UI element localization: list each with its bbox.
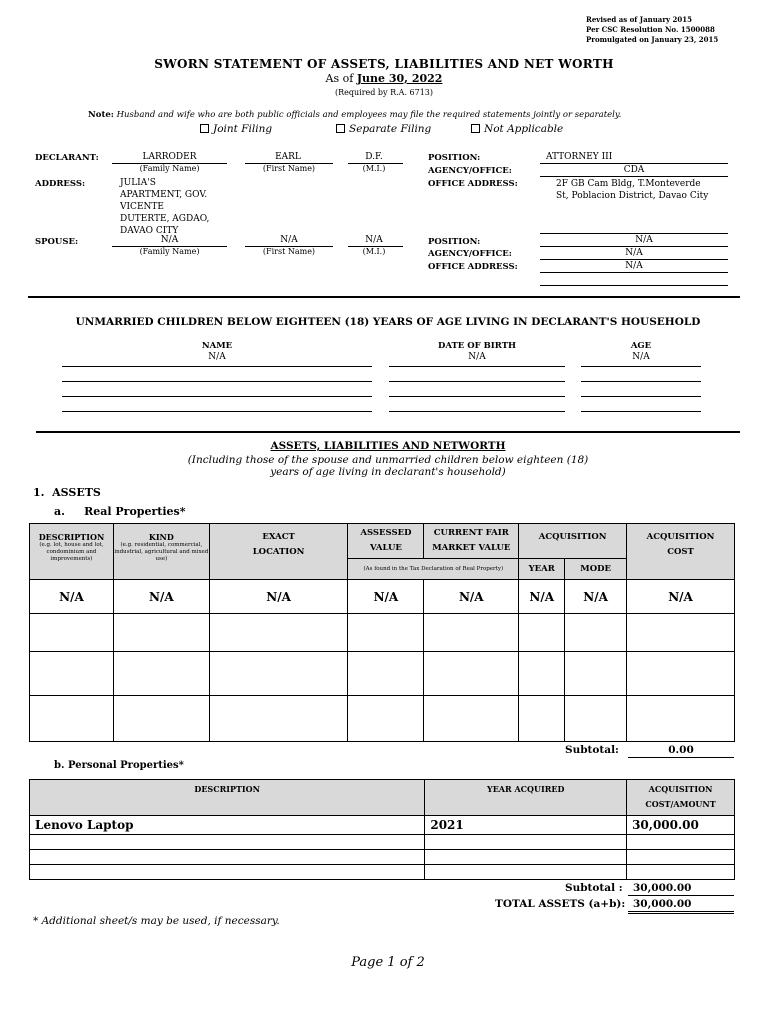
header-label: COST bbox=[667, 547, 694, 557]
header-label: COST/AMOUNT bbox=[645, 799, 716, 809]
table-cell bbox=[519, 614, 565, 652]
agency-label: AGENCY/OFFICE: bbox=[428, 166, 512, 176]
table-cell bbox=[425, 850, 627, 865]
divider bbox=[581, 411, 701, 412]
declarant-address bbox=[120, 177, 209, 237]
header-tax-decl: (As found in the Tax Declaration of Real Property) bbox=[348, 559, 519, 580]
divider bbox=[628, 913, 734, 914]
declarant-position: ATTORNEY III bbox=[546, 152, 613, 162]
child-dob: N/A bbox=[468, 352, 486, 362]
address-line: DAVAO CITY bbox=[120, 226, 179, 236]
family-caption: (Family Name) bbox=[139, 247, 200, 256]
header-sublabel: (e.g. residential, commercial, industrial, agricultural and mixed use) bbox=[114, 542, 209, 562]
divider bbox=[540, 285, 728, 286]
page-number: Page 1 of 2 bbox=[351, 955, 425, 970]
filing-option-na[interactable] bbox=[471, 123, 563, 135]
header-label: MARKET VALUE bbox=[432, 543, 511, 553]
header-label: CURRENT FAIR bbox=[433, 528, 509, 538]
required-by: (Required by R.A. 6713) bbox=[334, 88, 434, 97]
address-line: DUTERTE, AGDAO, bbox=[120, 214, 210, 224]
header-sublabel: (e.g. lot, house and lot, condominium and improvements) bbox=[39, 542, 104, 562]
real-subtotal-value: 0.00 bbox=[668, 744, 694, 756]
section-divider bbox=[36, 431, 740, 433]
children-col-dob: DATE OF BIRTH bbox=[437, 341, 517, 351]
table-cell bbox=[113, 614, 209, 652]
table-cell bbox=[30, 865, 425, 880]
header-label: ACQUISITION bbox=[648, 784, 713, 794]
real-properties-table bbox=[29, 523, 735, 742]
divider bbox=[581, 396, 701, 397]
page-title: SWORN STATEMENT OF ASSETS, LIABILITIES AND NET WORTH bbox=[154, 57, 614, 71]
table-cell: N/A bbox=[565, 580, 627, 614]
table-cell bbox=[113, 652, 209, 696]
header-pp-description: DESCRIPTION bbox=[30, 780, 425, 816]
declarant-mi: D.F. bbox=[365, 152, 383, 162]
header-label: ASSESSED bbox=[360, 528, 412, 538]
declarant-label: DECLARANT: bbox=[35, 153, 99, 163]
position-label: POSITION: bbox=[428, 153, 481, 163]
child-name: N/A bbox=[208, 352, 226, 362]
table-cell: N/A bbox=[348, 580, 424, 614]
table-cell bbox=[424, 696, 519, 742]
table-cell bbox=[30, 652, 114, 696]
total-assets-value: 30,000.00 bbox=[633, 898, 692, 910]
table-row bbox=[30, 816, 735, 835]
mi-caption: (M.I.) bbox=[362, 247, 386, 256]
table-cell bbox=[519, 652, 565, 696]
table-cell bbox=[424, 652, 519, 696]
header-fair-value bbox=[424, 524, 519, 559]
declarant-agency: CDA bbox=[623, 165, 645, 175]
table-row bbox=[30, 652, 735, 696]
table-row bbox=[30, 865, 735, 880]
table-cell bbox=[348, 614, 424, 652]
header-acq-cost bbox=[627, 524, 735, 580]
table-cell bbox=[627, 652, 735, 696]
divider bbox=[62, 381, 372, 382]
table-cell bbox=[627, 865, 735, 880]
checkbox-icon[interactable] bbox=[200, 124, 209, 133]
header-label: LOCATION bbox=[252, 547, 305, 557]
divider bbox=[540, 259, 728, 260]
revision-line: Revised as of January 2015 bbox=[586, 15, 692, 24]
header-mode: MODE bbox=[565, 559, 627, 580]
table-cell bbox=[519, 696, 565, 742]
family-caption: (Family Name) bbox=[139, 164, 200, 173]
children-heading: UNMARRIED CHILDREN BELOW EIGHTEEN (18) YEARS OF AGE LIVING IN DECLARANT'S HOUSEHOLD bbox=[75, 316, 701, 328]
footnote: * Additional sheet/s may be used, if necessary. bbox=[33, 915, 280, 927]
table-cell: N/A bbox=[627, 580, 735, 614]
header-label: EXACT bbox=[262, 532, 295, 542]
divider bbox=[389, 396, 565, 397]
divider bbox=[62, 396, 372, 397]
office-address-line: 2F GB Cam Bldg, T.Monteverde bbox=[556, 179, 701, 189]
divider bbox=[581, 381, 701, 382]
header-acquisition: ACQUISITION bbox=[519, 524, 627, 559]
table-cell bbox=[565, 652, 627, 696]
personal-properties-label: b. Personal Properties* bbox=[54, 760, 184, 771]
as-of-line bbox=[0, 72, 768, 85]
table-cell bbox=[209, 614, 348, 652]
declarant-first-name: EARL bbox=[275, 152, 301, 162]
declarant-family-name: LARRODER bbox=[142, 152, 197, 162]
header-label: DESCRIPTION bbox=[38, 532, 105, 542]
table-cell bbox=[30, 614, 114, 652]
revision-line: Promulgated on January 23, 2015 bbox=[586, 35, 719, 44]
table-cell bbox=[348, 696, 424, 742]
header-pp-cost bbox=[627, 780, 735, 816]
table-cell bbox=[30, 696, 114, 742]
table-cell bbox=[209, 652, 348, 696]
table-cell bbox=[30, 835, 425, 850]
address-line: VICENTE bbox=[120, 202, 164, 212]
total-assets-label: TOTAL ASSETS (a+b): bbox=[495, 898, 626, 910]
divider bbox=[581, 366, 701, 367]
pp-year: 2021 bbox=[425, 816, 627, 835]
header-location bbox=[209, 524, 348, 580]
spouse-office-address: N/A bbox=[625, 261, 643, 271]
table-cell bbox=[565, 696, 627, 742]
declarant-office-address bbox=[556, 178, 708, 202]
real-properties-label: a. Real Properties* bbox=[54, 505, 186, 518]
revision-note bbox=[586, 15, 718, 45]
header-label: KIND bbox=[148, 532, 174, 542]
table-cell bbox=[30, 850, 425, 865]
divider bbox=[389, 366, 565, 367]
table-cell bbox=[627, 696, 735, 742]
office-address-label: OFFICE ADDRESS: bbox=[428, 179, 518, 189]
spouse-label: SPOUSE: bbox=[35, 237, 79, 247]
divider bbox=[540, 176, 728, 177]
table-row bbox=[30, 614, 735, 652]
table-cell: N/A bbox=[424, 580, 519, 614]
table-cell bbox=[627, 835, 735, 850]
spouse-first-name: N/A bbox=[280, 235, 298, 245]
table-row bbox=[30, 835, 735, 850]
note bbox=[88, 110, 621, 120]
spouse-office-address-label: OFFICE ADDRESS: bbox=[428, 262, 518, 272]
header-description bbox=[30, 524, 114, 580]
pp-subtotal-value: 30,000.00 bbox=[633, 882, 692, 894]
revision-line: Per CSC Resolution No. 1500088 bbox=[586, 25, 715, 34]
address-line: APARTMENT, GOV. bbox=[120, 190, 208, 200]
address-line: JULIA'S bbox=[120, 178, 156, 188]
assets-sub1: (Including those of the spouse and unmarried children below eighteen (18) bbox=[187, 454, 589, 466]
table-cell: N/A bbox=[519, 580, 565, 614]
children-col-name: NAME bbox=[201, 341, 233, 351]
personal-properties-table bbox=[29, 779, 735, 880]
spouse-mi: N/A bbox=[365, 235, 383, 245]
header-kind bbox=[113, 524, 209, 580]
spouse-agency-label: AGENCY/OFFICE: bbox=[428, 249, 512, 259]
divider bbox=[389, 411, 565, 412]
spouse-position-label: POSITION: bbox=[428, 237, 481, 247]
spouse-agency: N/A bbox=[625, 248, 643, 258]
table-row bbox=[30, 696, 735, 742]
office-address-line: St, Poblacion District, Davao City bbox=[556, 191, 709, 201]
filing-label: Joint Filing bbox=[213, 123, 273, 135]
filing-label: Separate Filing bbox=[349, 123, 432, 135]
divider bbox=[540, 272, 728, 273]
address-label: ADDRESS: bbox=[35, 179, 86, 189]
header-assessed bbox=[348, 524, 424, 559]
assets-heading: ASSETS, LIABILITIES AND NETWORTH bbox=[270, 440, 506, 452]
divider bbox=[628, 757, 734, 758]
first-caption: (First Name) bbox=[262, 164, 316, 173]
table-cell: N/A bbox=[113, 580, 209, 614]
table-row bbox=[30, 850, 735, 865]
divider bbox=[389, 381, 565, 382]
pp-cost: 30,000.00 bbox=[627, 816, 735, 835]
section-divider bbox=[28, 296, 740, 298]
table-cell bbox=[348, 652, 424, 696]
filing-option-joint[interactable] bbox=[200, 123, 272, 135]
filing-label: Not Applicable bbox=[484, 123, 564, 135]
table-cell: N/A bbox=[30, 580, 114, 614]
header-pp-year: YEAR ACQUIRED bbox=[425, 780, 627, 816]
divider bbox=[540, 163, 728, 164]
child-age: N/A bbox=[632, 352, 650, 362]
table-cell bbox=[113, 696, 209, 742]
as-of-prefix: As of bbox=[325, 72, 354, 85]
table-cell bbox=[425, 865, 627, 880]
table-cell bbox=[424, 614, 519, 652]
as-of-date: June 30, 2022 bbox=[356, 72, 443, 85]
table-row bbox=[30, 580, 735, 614]
assets-sub2: years of age living in declarant's household) bbox=[270, 466, 506, 478]
divider bbox=[540, 246, 728, 247]
checkbox-icon[interactable] bbox=[336, 124, 345, 133]
filing-option-separate[interactable] bbox=[336, 123, 431, 135]
header-label: VALUE bbox=[369, 543, 402, 553]
table-cell bbox=[209, 696, 348, 742]
divider bbox=[628, 895, 734, 896]
real-subtotal-label: Subtotal: bbox=[565, 744, 619, 756]
assets-label: 1. ASSETS bbox=[33, 486, 101, 499]
table-cell bbox=[425, 835, 627, 850]
table-cell: N/A bbox=[209, 580, 348, 614]
note-text: Husband and wife who are both public officials and employees may file the required statements jointly or separately. bbox=[116, 110, 622, 120]
divider bbox=[62, 366, 372, 367]
mi-caption: (M.I.) bbox=[362, 164, 386, 173]
note-label: Note: bbox=[88, 110, 114, 120]
pp-subtotal-label: Subtotal : bbox=[565, 882, 623, 894]
first-caption: (First Name) bbox=[262, 247, 316, 256]
checkbox-icon[interactable] bbox=[471, 124, 480, 133]
pp-description: Lenovo Laptop bbox=[30, 816, 425, 835]
spouse-position: N/A bbox=[635, 235, 653, 245]
children-col-age: AGE bbox=[630, 341, 652, 351]
divider bbox=[62, 411, 372, 412]
divider bbox=[540, 233, 728, 234]
table-cell bbox=[627, 614, 735, 652]
header-year: YEAR bbox=[519, 559, 565, 580]
spouse-family-name: N/A bbox=[160, 235, 179, 245]
table-cell bbox=[627, 850, 735, 865]
table-cell bbox=[565, 614, 627, 652]
divider bbox=[628, 911, 734, 912]
header-label: ACQUISITION bbox=[646, 532, 715, 542]
